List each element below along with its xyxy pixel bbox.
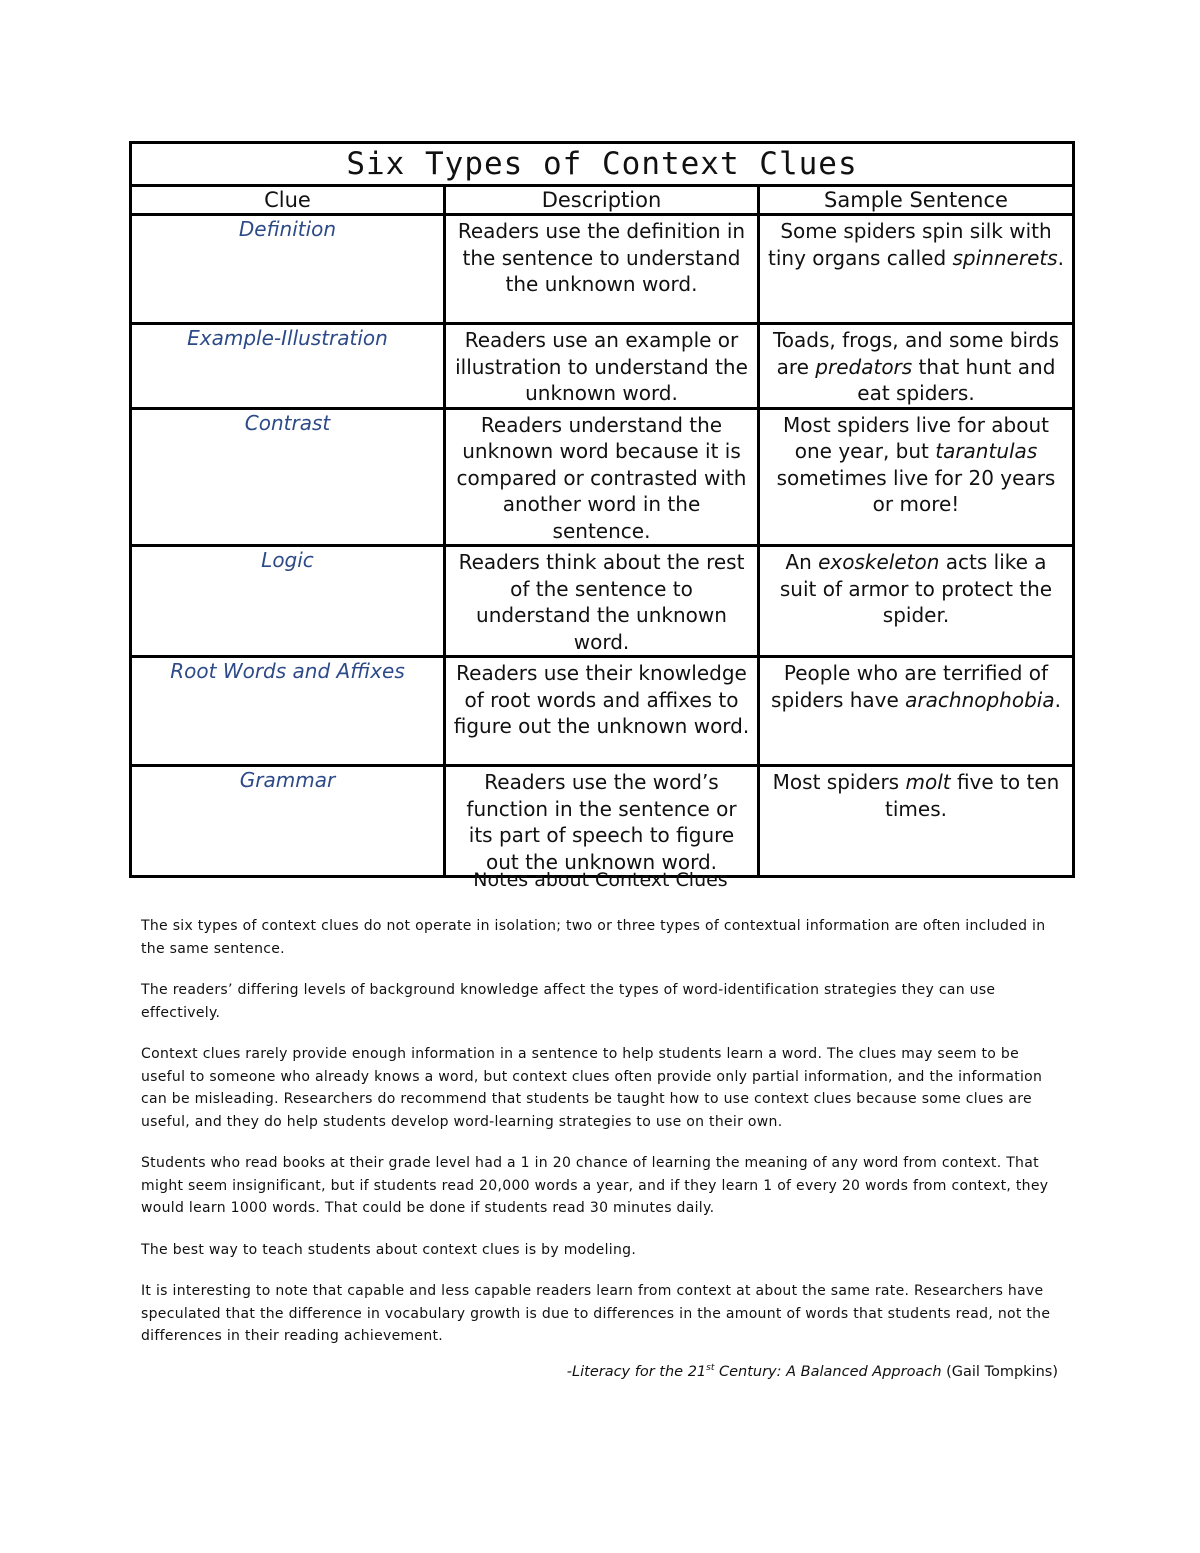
table-row xyxy=(131,546,1074,657)
sample-sentence xyxy=(759,215,1074,324)
clue-description: Readers use the definition in the sentence to understand the unknown word. xyxy=(445,215,759,324)
table-row xyxy=(131,324,1074,409)
citation-book-title xyxy=(567,1364,942,1380)
sample-text: five to ten times. xyxy=(885,770,1060,821)
sample-sentence xyxy=(759,324,1074,409)
notes-paragraph: Students who read books at their grade level had a 1 in 20 chance of learning the meaning of any word from context. That might seem insignificant, but if students read 20,000 words a year, and if they learn 1 of every 20 words from context, they would learn 1000 words. That could be done if students read 30 minutes daily. xyxy=(141,1155,1049,1216)
sample-sentence xyxy=(759,546,1074,657)
sample-text: . xyxy=(1057,245,1064,270)
notes-paragraph: It is interesting to note that capable and less capable readers learn from context at about the same rate. Researchers have speculated that the difference in vocabulary growth is due to differences in the amount of words that students read, not the differences in their reading achievement. xyxy=(141,1283,1051,1344)
clue-description: Readers use their knowledge of root words and affixes to figure out the unknown word. xyxy=(445,657,759,766)
clue-name: Logic xyxy=(131,546,445,657)
clue-name: Contrast xyxy=(131,408,445,546)
column-header-description: Description xyxy=(445,186,759,215)
sample-term: arachnophobia xyxy=(905,687,1055,712)
citation-author: (Gail Tompkins) xyxy=(941,1363,1058,1380)
table-row xyxy=(131,215,1074,324)
table-title: Six Types of Context Clues xyxy=(131,143,1074,186)
notes-paragraph: The readers’ differing levels of background knowledge affect the types of word-identification strategies they can use effectively. xyxy=(141,982,996,1021)
clue-name: Grammar xyxy=(131,766,445,877)
citation-title-rest: Century: A Balanced Approach xyxy=(714,1363,942,1380)
notes-paragraph: Context clues rarely provide enough information in a sentence to help students learn a word. The clues may seem to be useful to someone who already knows a word, but context clues often provide only partial information, and the information can be misleading. Researchers do recommend that students be taught how to use context clues because some clues are useful, and they do help students develop word-learning strategies to use on their own. xyxy=(141,1046,1043,1130)
sample-term: predators xyxy=(815,354,913,379)
sample-term: exoskeleton xyxy=(818,550,940,574)
notes-paragraph: The six types of context clues do not operate in isolation; two or three types of contextual information are often included in the same sentence. xyxy=(141,918,1046,957)
citation-prefix: -Literacy for the 21 xyxy=(566,1363,707,1380)
table-row xyxy=(131,657,1074,766)
sample-text: People who are terrified of spiders have xyxy=(771,661,1049,712)
clue-name: Example-Illustration xyxy=(131,324,445,409)
table-row xyxy=(131,766,1074,877)
sample-text: Most spiders xyxy=(772,770,906,794)
sample-text: Some spiders spin silk with tiny organs called xyxy=(768,219,1052,270)
notes-paragraph: The best way to teach students about context clues is by modeling. xyxy=(141,1241,637,1258)
clue-description: Readers use an example or illustration to understand the unknown word. xyxy=(445,324,759,409)
table-row xyxy=(131,408,1074,546)
clue-name: Definition xyxy=(131,215,445,324)
notes-heading: Notes about Context Clues xyxy=(473,869,728,891)
clue-name: Root Words and Affixes xyxy=(131,657,445,766)
sample-sentence xyxy=(759,408,1074,546)
sample-term: tarantulas xyxy=(935,439,1038,463)
sample-text: acts like a suit of armor to protect the spider. xyxy=(779,550,1053,627)
sample-term: molt xyxy=(905,770,951,794)
notes-body xyxy=(141,915,1061,1367)
context-clues-table xyxy=(129,141,1075,878)
sample-text: that hunt and eat spiders. xyxy=(857,354,1056,405)
citation xyxy=(567,1363,1058,1380)
sample-text: . xyxy=(1054,687,1061,712)
sample-text: An xyxy=(785,550,819,574)
column-header-clue: Clue xyxy=(131,186,445,215)
header-row xyxy=(131,186,1074,215)
sample-term: spinnerets xyxy=(952,245,1058,270)
clue-description: Readers understand the unknown word because it is compared or contrasted with another word in the sentence. xyxy=(445,408,759,546)
citation-superscript: st xyxy=(706,1363,715,1373)
sample-text: Toads, frogs, and some birds are xyxy=(772,328,1060,379)
column-header-sample: Sample Sentence xyxy=(759,186,1074,215)
sample-sentence xyxy=(759,657,1074,766)
clue-description: Readers use the word’s function in the sentence or its part of speech to figure out the unknown word. xyxy=(445,766,759,877)
sample-text: Most spiders live for about one year, but xyxy=(783,412,1049,463)
sample-text: sometimes live for 20 years or more! xyxy=(776,465,1056,516)
clue-description: Readers think about the rest of the sentence to understand the unknown word. xyxy=(445,546,759,657)
sample-sentence xyxy=(759,766,1074,877)
